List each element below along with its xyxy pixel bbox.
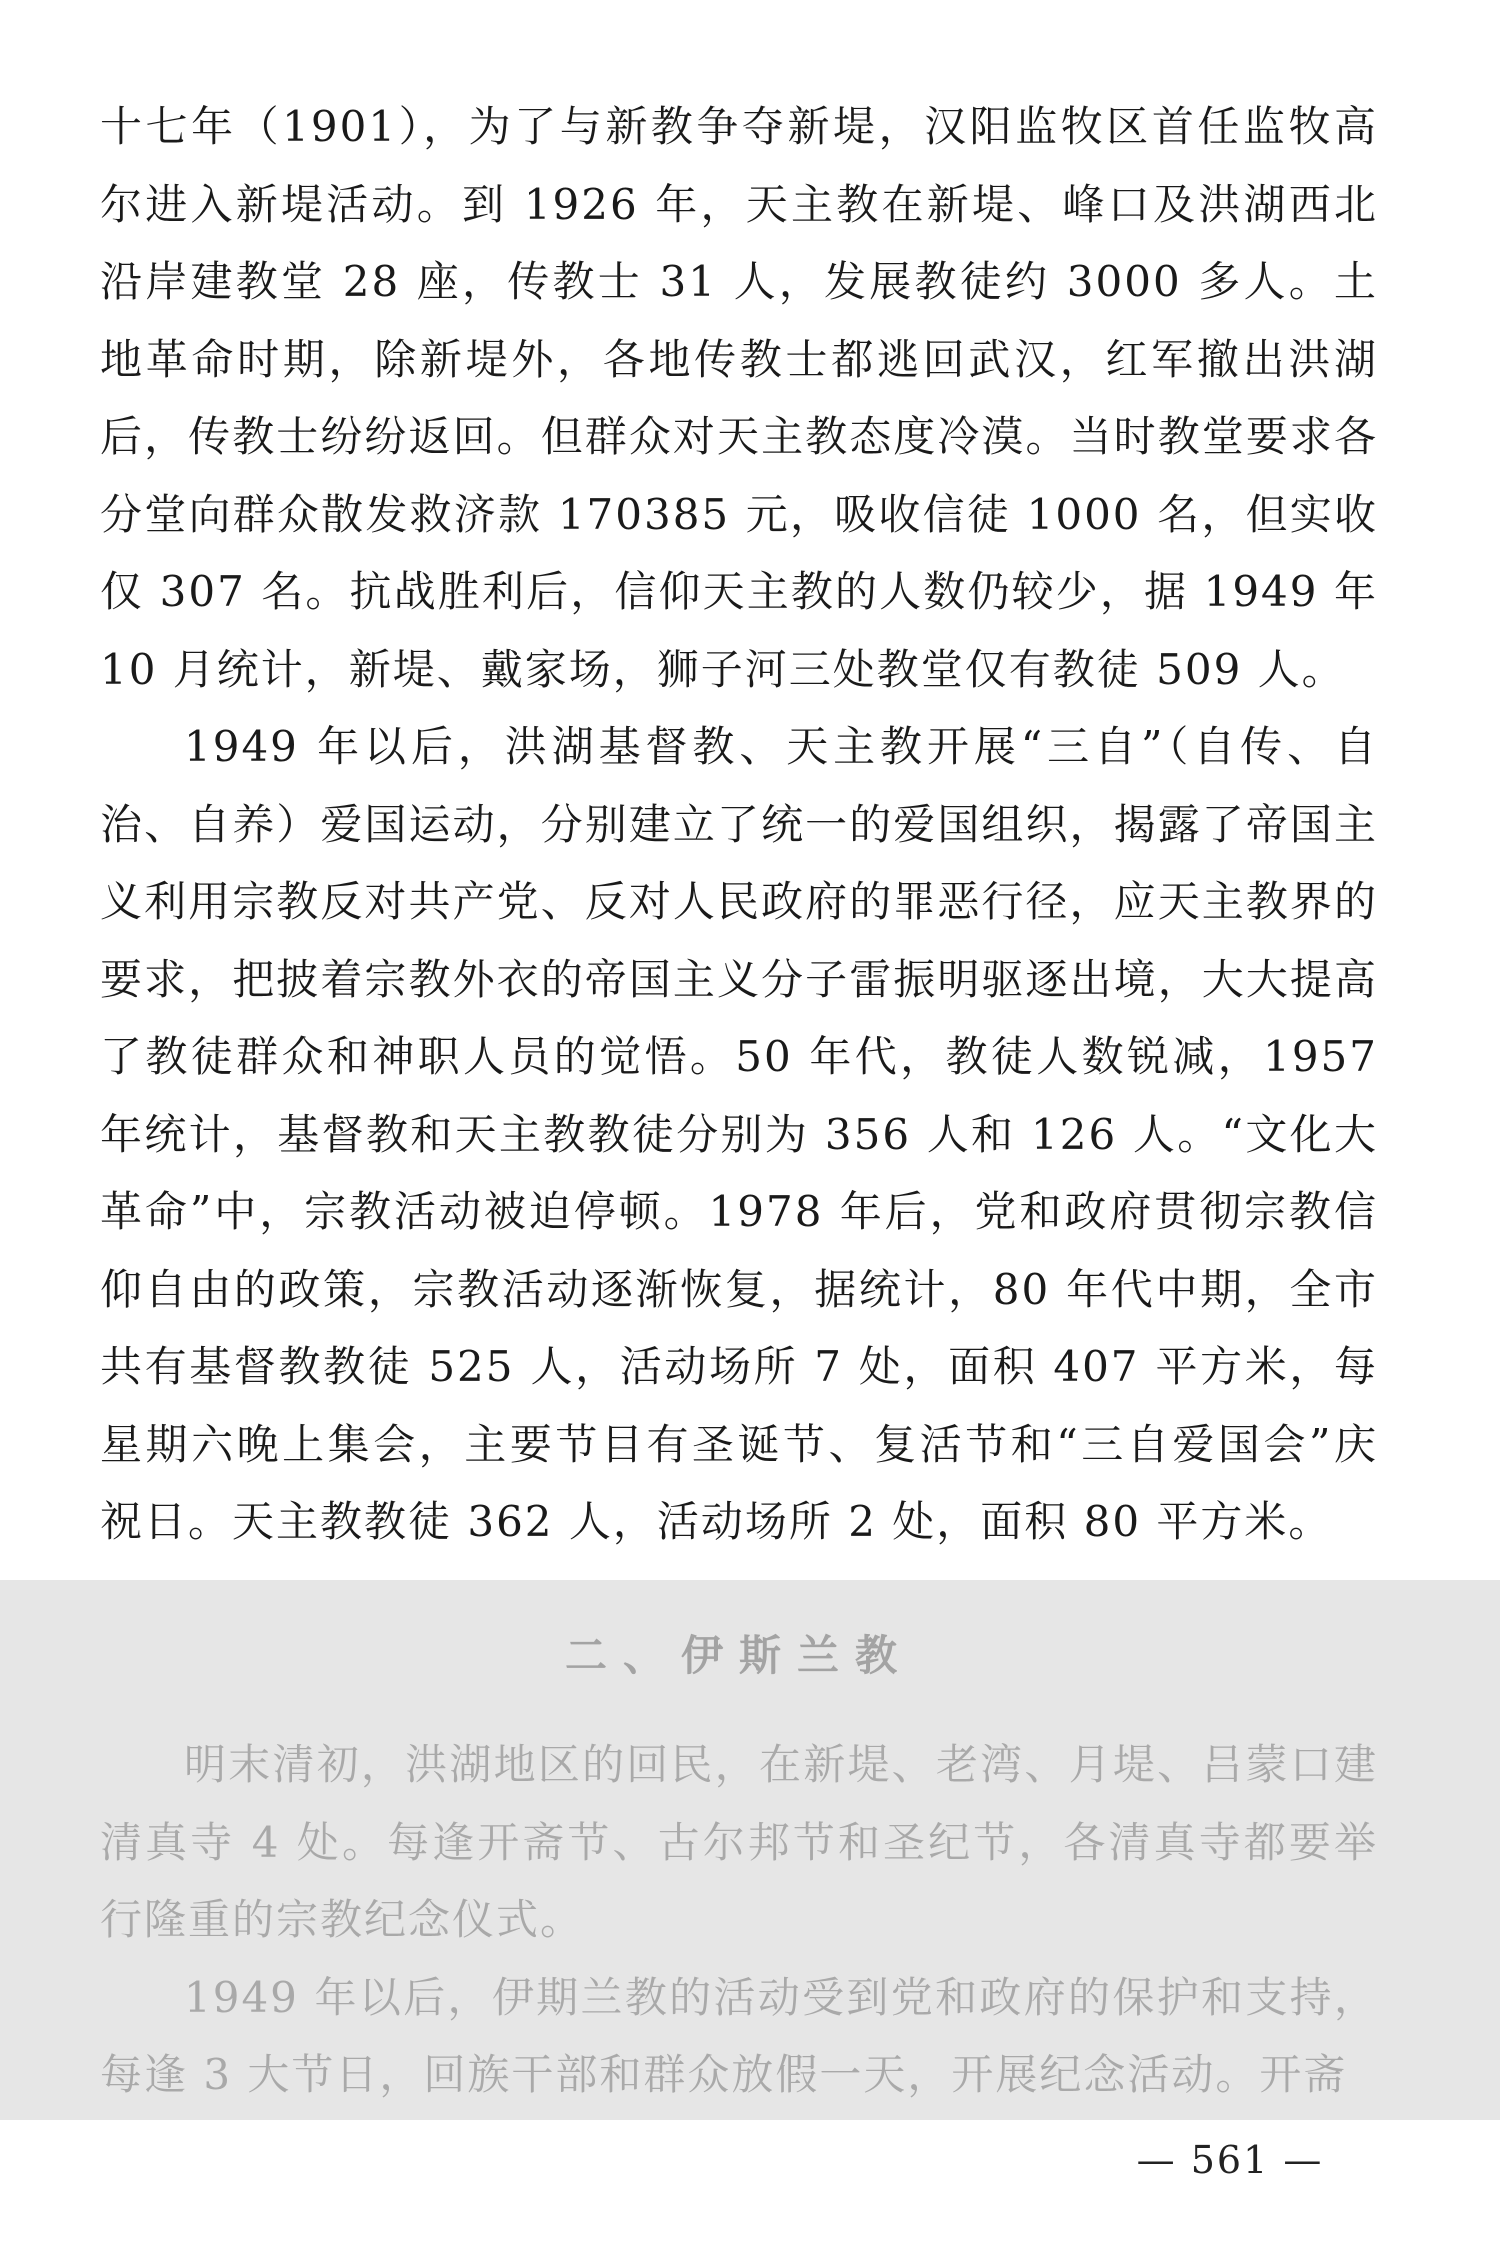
paragraph-islam-mosques: 明末清初，洪湖地区的回民，在新堤、老湾、月堤、吕蒙口建清真寺 4 处。每逢开斋节、古尔邦节和圣纪节，各清真寺都要举行隆重的宗教纪念仪式。 (100, 1740, 1378, 1944)
paragraph-catholic-history: 十七年（1901），为了与新教争夺新堤，汉阳监牧区首任监牧高尔进入新堤活动。到 1926 年，天主教在新堤、峰口及洪湖西北沿岸建教堂 28 座，传教士 31 人，发展教徒约 3000 多人。土地革命时期，除新堤外，各地传教士都逃回武汉，红军撤出洪湖后，传教士纷纷返回。但群众对天主教态度冷漠。当时教堂要求各分堂向群众散发救济款 170385 元，吸收信徒 1000 名，但实收仅 307 名。抗战胜利后，信仰天主教的人数仍较少，据 1949 年 10 月统计，新堤、戴家场，狮子河三处教堂仅有教徒 509 人。 (100, 102, 1378, 694)
islam-section (100, 1616, 1378, 2114)
main-text (100, 88, 1378, 1561)
paragraph-post-1949-christianity: 1949 年以后，洪湖基督教、天主教开展“三自”（自传、自治、自养）爱国运动，分别建立了统一的爱国组织，揭露了帝国主义利用宗教反对共产党、反对人民政府的罪恶行径，应天主教界的要求，把披着宗教外衣的帝国主义分子雷振明驱逐出境，大大提高了教徒群众和神职人员的觉悟。50 年代，教徒人数锐减，1957 年统计，基督教和天主教教徒分别为 356 人和 126 人。“文化大革命”中，宗教活动被迫停顿。1978 年后，党和政府贯彻宗教信仰自由的政策，宗教活动逐渐恢复，据统计，80 年代中期，全市共有基督教教徒 525 人，活动场所 7 处，面积 407 平方米，每星期六晚上集会，主要节目有圣诞节、复活节和“三自爱国会”庆祝日。天主教教徒 362 人，活动场所 2 处，面积 80 平方米。 (100, 722, 1378, 1546)
section-title: 二、伊斯兰教 (564, 1631, 913, 1680)
faded-section (0, 1580, 1500, 2120)
page-number: — 561 — (1136, 2138, 1324, 2182)
paragraph-islam-post-1949: 1949 年以后，伊期兰教的活动受到党和政府的保护和支持，每逢 3 大节日，回族干部和群众放假一天，开展纪念活动。开斋 (100, 1972, 1378, 2099)
